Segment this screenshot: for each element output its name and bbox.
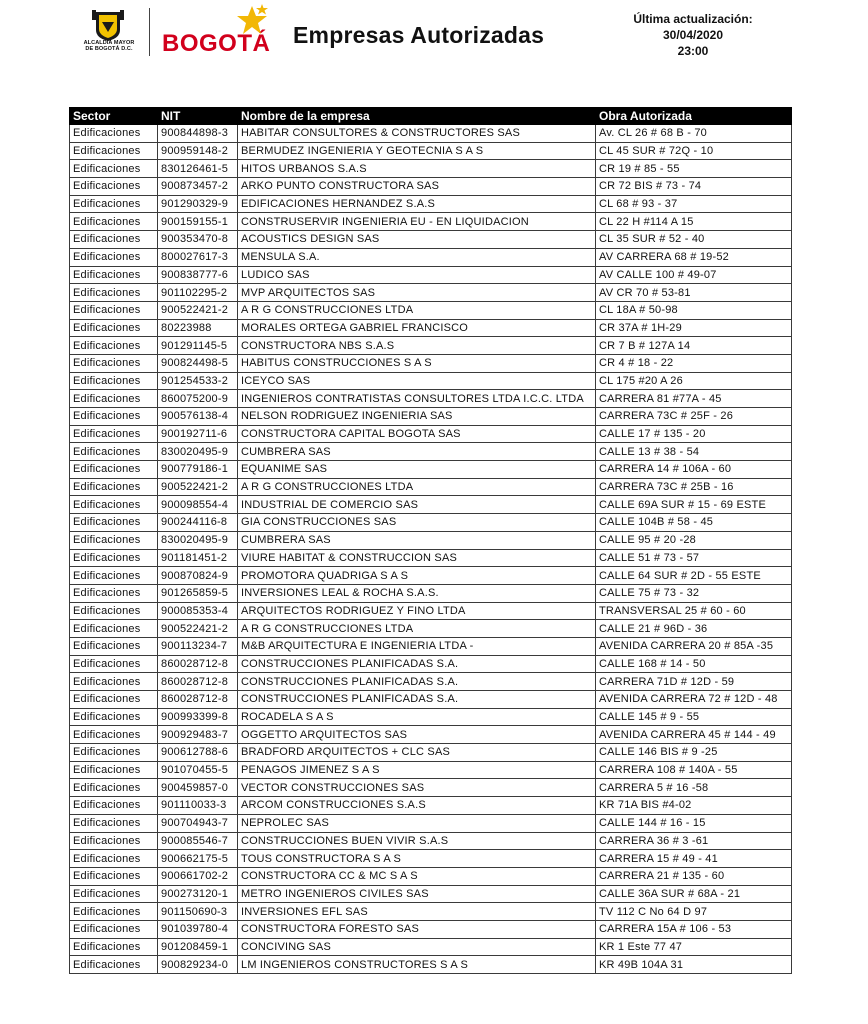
cell-sector: Edificaciones [70, 708, 158, 726]
table-row [70, 178, 792, 196]
cell-authorized-work: AVENIDA CARRERA 72 # 12D - 48 [596, 691, 792, 709]
cell-company-name: ARCOM CONSTRUCCIONES S.A.S [238, 797, 596, 815]
cell-nit: 900829234-0 [158, 956, 238, 974]
cell-authorized-work: CL 68 # 93 - 37 [596, 195, 792, 213]
table-row [70, 248, 792, 266]
cell-sector: Edificaciones [70, 337, 158, 355]
cell-sector: Edificaciones [70, 390, 158, 408]
cell-company-name: VECTOR CONSTRUCCIONES SAS [238, 779, 596, 797]
cell-nit: 860028712-8 [158, 691, 238, 709]
cell-authorized-work: CALLE 168 # 14 - 50 [596, 655, 792, 673]
cell-authorized-work: CALLE 36A SUR # 68A - 21 [596, 885, 792, 903]
table-row [70, 814, 792, 832]
cell-company-name: PENAGOS JIMENEZ S A S [238, 761, 596, 779]
cell-nit: 860075200-9 [158, 390, 238, 408]
cell-nit: 900612788-6 [158, 744, 238, 762]
table-row [70, 761, 792, 779]
cell-sector: Edificaciones [70, 691, 158, 709]
cell-sector: Edificaciones [70, 584, 158, 602]
cell-company-name: M&B ARQUITECTURA E INGENIERIA LTDA - [238, 637, 596, 655]
cell-authorized-work: AVENIDA CARRERA 45 # 144 - 49 [596, 726, 792, 744]
cell-nit: 901102295-2 [158, 284, 238, 302]
table-row [70, 938, 792, 956]
document-header [0, 0, 868, 100]
cell-company-name: ARQUITECTOS RODRIGUEZ Y FINO LTDA [238, 602, 596, 620]
column-header-authorized-work: Obra Autorizada [596, 108, 792, 125]
cell-nit: 900244116-8 [158, 514, 238, 532]
cell-company-name: HABITAR CONSULTORES & CONSTRUCTORES SAS [238, 125, 596, 143]
table-row [70, 567, 792, 585]
cell-nit: 900844898-3 [158, 125, 238, 143]
cell-nit: 80223988 [158, 319, 238, 337]
table-row [70, 125, 792, 143]
cell-nit: 900459857-0 [158, 779, 238, 797]
cell-authorized-work: KR 1 Este 77 47 [596, 938, 792, 956]
cell-company-name: CONSTRUSERVIR INGENIERIA EU - EN LIQUIDACION [238, 213, 596, 231]
table-body [70, 125, 792, 974]
cell-authorized-work: CL 45 SUR # 72Q - 10 [596, 142, 792, 160]
cell-authorized-work: CALLE 17 # 135 - 20 [596, 425, 792, 443]
cell-sector: Edificaciones [70, 354, 158, 372]
cell-nit: 901208459-1 [158, 938, 238, 956]
cell-company-name: CUMBRERA SAS [238, 531, 596, 549]
cell-authorized-work: CARRERA 108 # 140A - 55 [596, 761, 792, 779]
cell-authorized-work: CARRERA 21 # 135 - 60 [596, 867, 792, 885]
cell-sector: Edificaciones [70, 903, 158, 921]
table-row [70, 726, 792, 744]
table-row [70, 691, 792, 709]
cell-authorized-work: Av. CL 26 # 68 B - 70 [596, 125, 792, 143]
cell-nit: 900085353-4 [158, 602, 238, 620]
cell-nit: 900522421-2 [158, 301, 238, 319]
cell-sector: Edificaciones [70, 478, 158, 496]
cell-company-name: OGGETTO ARQUITECTOS SAS [238, 726, 596, 744]
cell-authorized-work: KR 49B 104A 31 [596, 956, 792, 974]
cell-nit: 900929483-7 [158, 726, 238, 744]
table-row [70, 549, 792, 567]
cell-nit: 830020495-9 [158, 531, 238, 549]
cell-company-name: INVERSIONES EFL SAS [238, 903, 596, 921]
cell-nit: 901290329-9 [158, 195, 238, 213]
cell-authorized-work: CALLE 75 # 73 - 32 [596, 584, 792, 602]
cell-sector: Edificaciones [70, 620, 158, 638]
table-row [70, 354, 792, 372]
cell-company-name: CONSTRUCTORA CC & MC S A S [238, 867, 596, 885]
table-row [70, 655, 792, 673]
cell-company-name: CONSTRUCTORA CAPITAL BOGOTA SAS [238, 425, 596, 443]
page-title: Empresas Autorizadas [293, 22, 545, 48]
cell-company-name: CONSTRUCCIONES BUEN VIVIR S.A.S [238, 832, 596, 850]
cell-nit: 900873457-2 [158, 178, 238, 196]
cell-sector: Edificaciones [70, 814, 158, 832]
table-row [70, 602, 792, 620]
table-row [70, 372, 792, 390]
table-row [70, 213, 792, 231]
cell-company-name: A R G CONSTRUCCIONES LTDA [238, 478, 596, 496]
cell-nit: 860028712-8 [158, 673, 238, 691]
table-row [70, 337, 792, 355]
cell-nit: 900192711-6 [158, 425, 238, 443]
cell-company-name: CONCIVING SAS [238, 938, 596, 956]
cell-sector: Edificaciones [70, 531, 158, 549]
table-row [70, 284, 792, 302]
table-row [70, 461, 792, 479]
cell-company-name: ARKO PUNTO CONSTRUCTORA SAS [238, 178, 596, 196]
cell-sector: Edificaciones [70, 779, 158, 797]
cell-sector: Edificaciones [70, 637, 158, 655]
companies-table-container [69, 107, 791, 974]
table-row [70, 266, 792, 284]
cell-nit: 901254533-2 [158, 372, 238, 390]
table-header-row [70, 108, 792, 125]
cell-company-name: HITOS URBANOS S.A.S [238, 160, 596, 178]
cell-company-name: CONSTRUCTORA FORESTO SAS [238, 920, 596, 938]
table-row [70, 301, 792, 319]
last-updated-date: 30/04/2020 [662, 28, 724, 42]
table-row [70, 744, 792, 762]
table-row [70, 920, 792, 938]
cell-authorized-work: CR 7 B # 127A 14 [596, 337, 792, 355]
cell-authorized-work: TRANSVERSAL 25 # 60 - 60 [596, 602, 792, 620]
cell-authorized-work: CALLE 146 BIS # 9 -25 [596, 744, 792, 762]
table-row [70, 832, 792, 850]
cell-sector: Edificaciones [70, 567, 158, 585]
cell-nit: 900959148-2 [158, 142, 238, 160]
last-updated [618, 11, 768, 59]
cell-sector: Edificaciones [70, 231, 158, 249]
cell-sector: Edificaciones [70, 284, 158, 302]
cell-sector: Edificaciones [70, 319, 158, 337]
cell-sector: Edificaciones [70, 160, 158, 178]
cell-authorized-work: AV CR 70 # 53-81 [596, 284, 792, 302]
cell-authorized-work: AV CALLE 100 # 49-07 [596, 266, 792, 284]
cell-authorized-work: CARRERA 73C # 25B - 16 [596, 478, 792, 496]
cell-authorized-work: CARRERA 15A # 106 - 53 [596, 920, 792, 938]
cell-nit: 901181451-2 [158, 549, 238, 567]
cell-sector: Edificaciones [70, 142, 158, 160]
cell-sector: Edificaciones [70, 514, 158, 532]
cell-authorized-work: CL 22 H #114 A 15 [596, 213, 792, 231]
cell-authorized-work: CR 72 BIS # 73 - 74 [596, 178, 792, 196]
cell-company-name: ROCADELA S A S [238, 708, 596, 726]
bogota-crest-icon [82, 8, 134, 63]
cell-authorized-work: CL 175 #20 A 26 [596, 372, 792, 390]
cell-authorized-work: CL 35 SUR # 52 - 40 [596, 231, 792, 249]
cell-sector: Edificaciones [70, 920, 158, 938]
cell-nit: 900661702-2 [158, 867, 238, 885]
cell-sector: Edificaciones [70, 726, 158, 744]
table-row [70, 443, 792, 461]
cell-company-name: ICEYCO SAS [238, 372, 596, 390]
cell-nit: 830020495-9 [158, 443, 238, 461]
table-row [70, 160, 792, 178]
cell-sector: Edificaciones [70, 195, 158, 213]
cell-sector: Edificaciones [70, 867, 158, 885]
table-row [70, 903, 792, 921]
cell-authorized-work: CALLE 21 # 96D - 36 [596, 620, 792, 638]
cell-authorized-work: CARRERA 81 #77A - 45 [596, 390, 792, 408]
cell-company-name: NEPROLEC SAS [238, 814, 596, 832]
cell-nit: 900159155-1 [158, 213, 238, 231]
cell-nit: 901039780-4 [158, 920, 238, 938]
cell-sector: Edificaciones [70, 938, 158, 956]
cell-company-name: GIA CONSTRUCCIONES SAS [238, 514, 596, 532]
crest-caption-line-1: ALCALDÍA MAYOR [83, 40, 135, 46]
cell-company-name: INGENIEROS CONTRATISTAS CONSULTORES LTDA I.C.C. LTDA [238, 390, 596, 408]
cell-nit: 830126461-5 [158, 160, 238, 178]
table-row [70, 514, 792, 532]
table-row [70, 408, 792, 426]
cell-company-name: CONSTRUCTORA NBS S.A.S [238, 337, 596, 355]
table-row [70, 850, 792, 868]
cell-company-name: CONSTRUCCIONES PLANIFICADAS S.A. [238, 655, 596, 673]
cell-sector: Edificaciones [70, 761, 158, 779]
cell-company-name: INVERSIONES LEAL & ROCHA S.A.S. [238, 584, 596, 602]
cell-sector: Edificaciones [70, 266, 158, 284]
cell-company-name: CUMBRERA SAS [238, 443, 596, 461]
logo-divider [149, 8, 150, 56]
table-row [70, 637, 792, 655]
cell-company-name: A R G CONSTRUCCIONES LTDA [238, 620, 596, 638]
table-row [70, 584, 792, 602]
table-row [70, 531, 792, 549]
cell-company-name: A R G CONSTRUCCIONES LTDA [238, 301, 596, 319]
cell-company-name: VIURE HABITAT & CONSTRUCCION SAS [238, 549, 596, 567]
cell-sector: Edificaciones [70, 496, 158, 514]
cell-company-name: NELSON RODRIGUEZ INGENIERIA SAS [238, 408, 596, 426]
cell-company-name: EQUANIME SAS [238, 461, 596, 479]
cell-nit: 900838777-6 [158, 266, 238, 284]
cell-authorized-work: TV 112 C No 64 D 97 [596, 903, 792, 921]
cell-company-name: TOUS CONSTRUCTORA S A S [238, 850, 596, 868]
table-row [70, 496, 792, 514]
cell-nit: 900824498-5 [158, 354, 238, 372]
cell-authorized-work: CR 19 # 85 - 55 [596, 160, 792, 178]
cell-sector: Edificaciones [70, 443, 158, 461]
cell-nit: 860028712-8 [158, 655, 238, 673]
table-row [70, 620, 792, 638]
cell-company-name: PROMOTORA QUADRIGA S A S [238, 567, 596, 585]
cell-authorized-work: CALLE 144 # 16 - 15 [596, 814, 792, 832]
cell-nit: 901110033-3 [158, 797, 238, 815]
cell-nit: 900085546-7 [158, 832, 238, 850]
cell-company-name: BERMUDEZ INGENIERIA Y GEOTECNIA S A S [238, 142, 596, 160]
cell-authorized-work: CARRERA 14 # 106A - 60 [596, 461, 792, 479]
table-row [70, 319, 792, 337]
table-row [70, 231, 792, 249]
cell-nit: 900662175-5 [158, 850, 238, 868]
cell-authorized-work: CALLE 145 # 9 - 55 [596, 708, 792, 726]
cell-authorized-work: CALLE 104B # 58 - 45 [596, 514, 792, 532]
cell-authorized-work: CALLE 69A SUR # 15 - 69 ESTE [596, 496, 792, 514]
cell-authorized-work: AVENIDA CARRERA 20 # 85A -35 [596, 637, 792, 655]
column-header-sector: Sector [70, 108, 158, 125]
column-header-company-name: Nombre de la empresa [238, 108, 596, 125]
cell-company-name: LUDICO SAS [238, 266, 596, 284]
cell-authorized-work: CR 4 # 18 - 22 [596, 354, 792, 372]
cell-authorized-work: CALLE 13 # 38 - 54 [596, 443, 792, 461]
cell-company-name: BRADFORD ARQUITECTOS + CLC SAS [238, 744, 596, 762]
table-row [70, 142, 792, 160]
table-row [70, 673, 792, 691]
cell-authorized-work: CARRERA 5 # 16 -58 [596, 779, 792, 797]
bogota-logo: BOGOTÁ [162, 30, 271, 57]
cell-sector: Edificaciones [70, 125, 158, 143]
table-row [70, 425, 792, 443]
cell-authorized-work: KR 71A BIS #4-02 [596, 797, 792, 815]
table-row [70, 708, 792, 726]
table-row [70, 797, 792, 815]
cell-sector: Edificaciones [70, 602, 158, 620]
cell-authorized-work: CALLE 95 # 20 -28 [596, 531, 792, 549]
cell-nit: 800027617-3 [158, 248, 238, 266]
table-row [70, 867, 792, 885]
table-row [70, 390, 792, 408]
cell-authorized-work: CARRERA 36 # 3 -61 [596, 832, 792, 850]
cell-authorized-work: CARRERA 73C # 25F - 26 [596, 408, 792, 426]
cell-nit: 900522421-2 [158, 620, 238, 638]
cell-sector: Edificaciones [70, 372, 158, 390]
cell-company-name: ACOUSTICS DESIGN SAS [238, 231, 596, 249]
cell-nit: 900098554-4 [158, 496, 238, 514]
cell-nit: 900576138-4 [158, 408, 238, 426]
cell-sector: Edificaciones [70, 956, 158, 974]
companies-table [69, 107, 792, 974]
cell-sector: Edificaciones [70, 655, 158, 673]
cell-sector: Edificaciones [70, 461, 158, 479]
cell-sector: Edificaciones [70, 178, 158, 196]
table-row [70, 885, 792, 903]
bogota-star-icon [234, 4, 270, 38]
cell-sector: Edificaciones [70, 549, 158, 567]
cell-company-name: EDIFICACIONES HERNANDEZ S.A.S [238, 195, 596, 213]
cell-nit: 901265859-5 [158, 584, 238, 602]
cell-authorized-work: AV CARRERA 68 # 19-52 [596, 248, 792, 266]
crest-caption [70, 40, 148, 52]
cell-company-name: LM INGENIEROS CONSTRUCTORES S A S [238, 956, 596, 974]
last-updated-label: Última actualización: [633, 12, 753, 26]
cell-nit: 900779186-1 [158, 461, 238, 479]
cell-nit: 900704943-7 [158, 814, 238, 832]
cell-nit: 901291145-5 [158, 337, 238, 355]
cell-sector: Edificaciones [70, 248, 158, 266]
last-updated-time: 23:00 [677, 44, 709, 58]
crest-caption-line-2: DE BOGOTÁ D.C. [85, 46, 133, 52]
cell-authorized-work: CR 37A # 1H-29 [596, 319, 792, 337]
table-row [70, 195, 792, 213]
cell-sector: Edificaciones [70, 797, 158, 815]
cell-nit: 900113234-7 [158, 637, 238, 655]
cell-sector: Edificaciones [70, 885, 158, 903]
cell-nit: 900993399-8 [158, 708, 238, 726]
cell-company-name: INDUSTRIAL DE COMERCIO SAS [238, 496, 596, 514]
cell-sector: Edificaciones [70, 301, 158, 319]
cell-nit: 900870824-9 [158, 567, 238, 585]
cell-sector: Edificaciones [70, 673, 158, 691]
column-header-nit: NIT [158, 108, 238, 125]
cell-sector: Edificaciones [70, 832, 158, 850]
cell-authorized-work: CARRERA 15 # 49 - 41 [596, 850, 792, 868]
cell-authorized-work: CALLE 64 SUR # 2D - 55 ESTE [596, 567, 792, 585]
cell-nit: 901070455-5 [158, 761, 238, 779]
cell-sector: Edificaciones [70, 744, 158, 762]
cell-authorized-work: CALLE 51 # 73 - 57 [596, 549, 792, 567]
cell-sector: Edificaciones [70, 850, 158, 868]
cell-nit: 900273120-1 [158, 885, 238, 903]
cell-company-name: METRO INGENIEROS CIVILES SAS [238, 885, 596, 903]
cell-company-name: MORALES ORTEGA GABRIEL FRANCISCO [238, 319, 596, 337]
table-row [70, 779, 792, 797]
cell-nit: 900353470-8 [158, 231, 238, 249]
cell-company-name: CONSTRUCCIONES PLANIFICADAS S.A. [238, 673, 596, 691]
cell-authorized-work: CL 18A # 50-98 [596, 301, 792, 319]
cell-authorized-work: CARRERA 71D # 12D - 59 [596, 673, 792, 691]
cell-sector: Edificaciones [70, 213, 158, 231]
cell-nit: 900522421-2 [158, 478, 238, 496]
cell-company-name: CONSTRUCCIONES PLANIFICADAS S.A. [238, 691, 596, 709]
cell-sector: Edificaciones [70, 408, 158, 426]
cell-company-name: MVP ARQUITECTOS SAS [238, 284, 596, 302]
cell-sector: Edificaciones [70, 425, 158, 443]
table-row [70, 956, 792, 974]
cell-company-name: MENSULA S.A. [238, 248, 596, 266]
cell-nit: 901150690-3 [158, 903, 238, 921]
table-row [70, 478, 792, 496]
cell-company-name: HABITUS CONSTRUCCIONES S A S [238, 354, 596, 372]
